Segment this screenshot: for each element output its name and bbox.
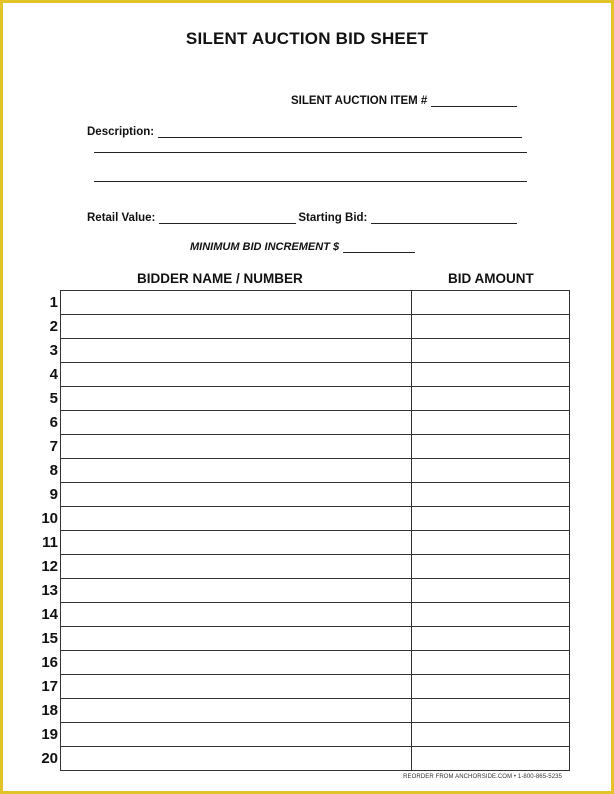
bidder-cell[interactable] bbox=[61, 507, 412, 531]
amount-cell[interactable] bbox=[412, 603, 570, 627]
min-increment-label: MINIMUM BID INCREMENT $ bbox=[190, 241, 340, 253]
min-increment-line bbox=[190, 240, 415, 253]
bidder-cell[interactable] bbox=[61, 675, 412, 699]
table-row bbox=[61, 627, 570, 651]
amount-cell[interactable] bbox=[412, 459, 570, 483]
min-increment-blank[interactable] bbox=[343, 240, 415, 253]
bidder-cell[interactable] bbox=[61, 483, 412, 507]
bidder-cell[interactable] bbox=[61, 627, 412, 651]
description-blank-3[interactable] bbox=[94, 181, 527, 182]
amount-cell[interactable] bbox=[412, 411, 570, 435]
table-row bbox=[61, 747, 570, 771]
amount-cell[interactable] bbox=[412, 531, 570, 555]
bidder-cell[interactable] bbox=[61, 579, 412, 603]
bidder-cell[interactable] bbox=[61, 603, 412, 627]
bidder-cell[interactable] bbox=[61, 339, 412, 363]
table-row bbox=[61, 531, 570, 555]
table-row bbox=[61, 507, 570, 531]
row-number: 3 bbox=[49, 342, 58, 359]
row-number: 12 bbox=[41, 558, 58, 575]
amount-cell[interactable] bbox=[412, 315, 570, 339]
amount-cell[interactable] bbox=[412, 483, 570, 507]
table-row bbox=[61, 699, 570, 723]
bidder-cell[interactable] bbox=[61, 315, 412, 339]
table-row bbox=[61, 363, 570, 387]
row-number: 6 bbox=[49, 414, 58, 431]
bidder-cell[interactable] bbox=[61, 459, 412, 483]
bid-table bbox=[60, 290, 570, 771]
retail-value-label: Retail Value: bbox=[87, 212, 156, 224]
row-number: 5 bbox=[49, 390, 58, 407]
row-number: 4 bbox=[49, 366, 58, 383]
amount-cell[interactable] bbox=[412, 363, 570, 387]
bidder-cell[interactable] bbox=[61, 699, 412, 723]
table-row bbox=[61, 315, 570, 339]
amount-cell[interactable] bbox=[412, 435, 570, 459]
table-row bbox=[61, 723, 570, 747]
table-row bbox=[61, 459, 570, 483]
table-row bbox=[61, 339, 570, 363]
table-row bbox=[61, 651, 570, 675]
table-row bbox=[61, 483, 570, 507]
description-blank-2[interactable] bbox=[94, 152, 527, 153]
table-row bbox=[61, 411, 570, 435]
row-number: 13 bbox=[41, 582, 58, 599]
bidder-cell[interactable] bbox=[61, 651, 412, 675]
page-title: SILENT AUCTION BID SHEET bbox=[185, 29, 429, 48]
row-number: 20 bbox=[41, 750, 58, 767]
amount-cell[interactable] bbox=[412, 579, 570, 603]
row-number: 17 bbox=[41, 678, 58, 695]
row-number: 10 bbox=[41, 510, 58, 527]
bidder-cell[interactable] bbox=[61, 291, 412, 315]
amount-column-header: BID AMOUNT bbox=[448, 271, 534, 286]
table-row bbox=[61, 387, 570, 411]
row-number: 16 bbox=[41, 654, 58, 671]
bidder-cell[interactable] bbox=[61, 723, 412, 747]
amount-cell[interactable] bbox=[412, 555, 570, 579]
bidder-cell[interactable] bbox=[61, 387, 412, 411]
description-blank-1[interactable] bbox=[158, 125, 522, 138]
amount-cell[interactable] bbox=[412, 651, 570, 675]
row-number: 19 bbox=[41, 726, 58, 743]
table-row bbox=[61, 675, 570, 699]
starting-bid-blank[interactable] bbox=[371, 211, 517, 224]
bidder-cell[interactable] bbox=[61, 531, 412, 555]
table-row bbox=[61, 555, 570, 579]
amount-cell[interactable] bbox=[412, 699, 570, 723]
bidder-cell[interactable] bbox=[61, 555, 412, 579]
description-label: Description: bbox=[87, 126, 155, 138]
row-number: 2 bbox=[49, 318, 58, 335]
table-row bbox=[61, 291, 570, 315]
row-number: 15 bbox=[41, 630, 58, 647]
row-number: 7 bbox=[49, 438, 58, 455]
value-line bbox=[87, 211, 517, 224]
row-number: 14 bbox=[41, 606, 58, 623]
reorder-footer: REORDER FROM ANCHORSIDE.COM • 1-800-865-5235 bbox=[403, 774, 562, 780]
bidder-cell[interactable] bbox=[61, 435, 412, 459]
retail-value-blank[interactable] bbox=[159, 211, 296, 224]
amount-cell[interactable] bbox=[412, 507, 570, 531]
bidder-cell[interactable] bbox=[61, 363, 412, 387]
row-number: 1 bbox=[49, 294, 58, 311]
row-number: 9 bbox=[49, 486, 58, 503]
amount-cell[interactable] bbox=[412, 723, 570, 747]
row-number: 11 bbox=[42, 534, 58, 551]
table-row bbox=[61, 435, 570, 459]
description-line bbox=[87, 125, 522, 138]
item-number-blank[interactable] bbox=[431, 94, 517, 107]
item-number-line bbox=[291, 94, 517, 107]
row-number: 8 bbox=[49, 462, 58, 479]
table-row bbox=[61, 603, 570, 627]
item-number-label: SILENT AUCTION ITEM # bbox=[291, 95, 428, 107]
amount-cell[interactable] bbox=[412, 747, 570, 771]
starting-bid-label: Starting Bid: bbox=[298, 212, 368, 224]
amount-cell[interactable] bbox=[412, 627, 570, 651]
amount-cell[interactable] bbox=[412, 339, 570, 363]
bidder-column-header: BIDDER NAME / NUMBER bbox=[137, 271, 303, 286]
bidder-cell[interactable] bbox=[61, 411, 412, 435]
amount-cell[interactable] bbox=[412, 675, 570, 699]
amount-cell[interactable] bbox=[412, 387, 570, 411]
bidder-cell[interactable] bbox=[61, 747, 412, 771]
amount-cell[interactable] bbox=[412, 291, 570, 315]
row-number: 18 bbox=[41, 702, 58, 719]
table-row bbox=[61, 579, 570, 603]
